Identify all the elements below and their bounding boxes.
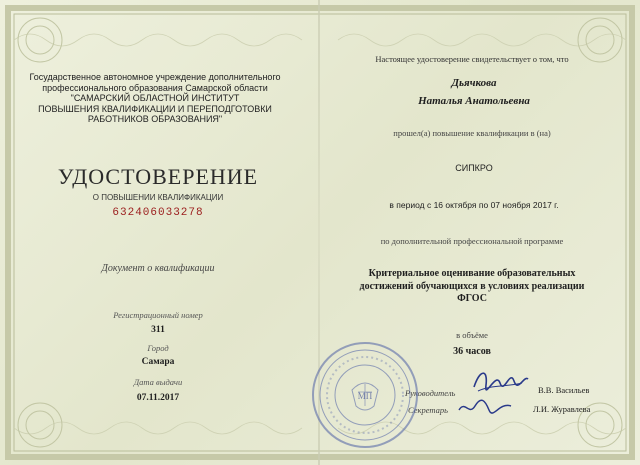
program-title	[360, 268, 585, 306]
institution-line: профессионального образования Самарской области	[42, 82, 268, 93]
program-label: по дополнительной профессиональной программе	[380, 236, 564, 246]
secretary-signature	[455, 396, 515, 420]
issue-date: 07.11.2017	[136, 393, 180, 403]
document-subtitle: О ПОВЫШЕНИИ КВАЛИФИКАЦИИ	[92, 193, 224, 202]
head-label: Руководитель	[405, 388, 456, 398]
serial-number: 632406033278	[112, 207, 204, 219]
volume-label: в объёме	[456, 330, 488, 340]
program-line: достижений обучающихся в условиях реализации	[359, 280, 585, 292]
program-line: ФГОС	[457, 293, 487, 304]
recipient-surname: Дьячкова	[451, 77, 497, 89]
institution-line: ПОВЫШЕНИЯ КВАЛИФИКАЦИИ И ПЕРЕПОДГОТОВКИ	[38, 103, 272, 114]
institution-line: РАБОТНИКОВ ОБРАЗОВАНИЯ"	[87, 114, 223, 124]
institution-name	[29, 72, 280, 125]
institution-line: Государственное автономное учреждение дополнительного	[29, 72, 281, 82]
passed-text: прошел(а) повышение квалификации в (на)	[393, 128, 551, 138]
intro-text: Настоящее удостоверение свидетельствует о том, что	[375, 54, 569, 64]
document-type-label: Документ о квалификации	[101, 263, 215, 274]
training-period: в период с 16 октября по 07 ноября 2017 г.	[389, 200, 559, 210]
stamp-label: МП	[357, 391, 373, 401]
secretary-name: Л.И. Журавлева	[533, 404, 591, 414]
city-value: Самара	[141, 357, 175, 367]
head-signature	[470, 365, 532, 397]
program-line: Критериальное оценивание образовательных	[368, 268, 576, 279]
registration-label: Регистрационный номер	[113, 310, 203, 320]
hours-value: 36 часов	[453, 346, 491, 357]
head-name: В.В. Васильев	[538, 385, 590, 395]
institution-line: "САМАРСКИЙ ОБЛАСТНОЙ ИНСТИТУТ	[70, 93, 240, 103]
training-organization: СИПКРО	[455, 163, 493, 173]
registration-number: 311	[151, 325, 165, 335]
secretary-label: Секретарь	[408, 405, 448, 415]
city-label: Город	[147, 343, 169, 353]
recipient-given-names: Наталья Анатольевна	[418, 95, 530, 107]
issue-date-label: Дата выдачи	[133, 377, 183, 387]
document-title: УДОСТОВЕРЕНИЕ	[57, 164, 259, 189]
